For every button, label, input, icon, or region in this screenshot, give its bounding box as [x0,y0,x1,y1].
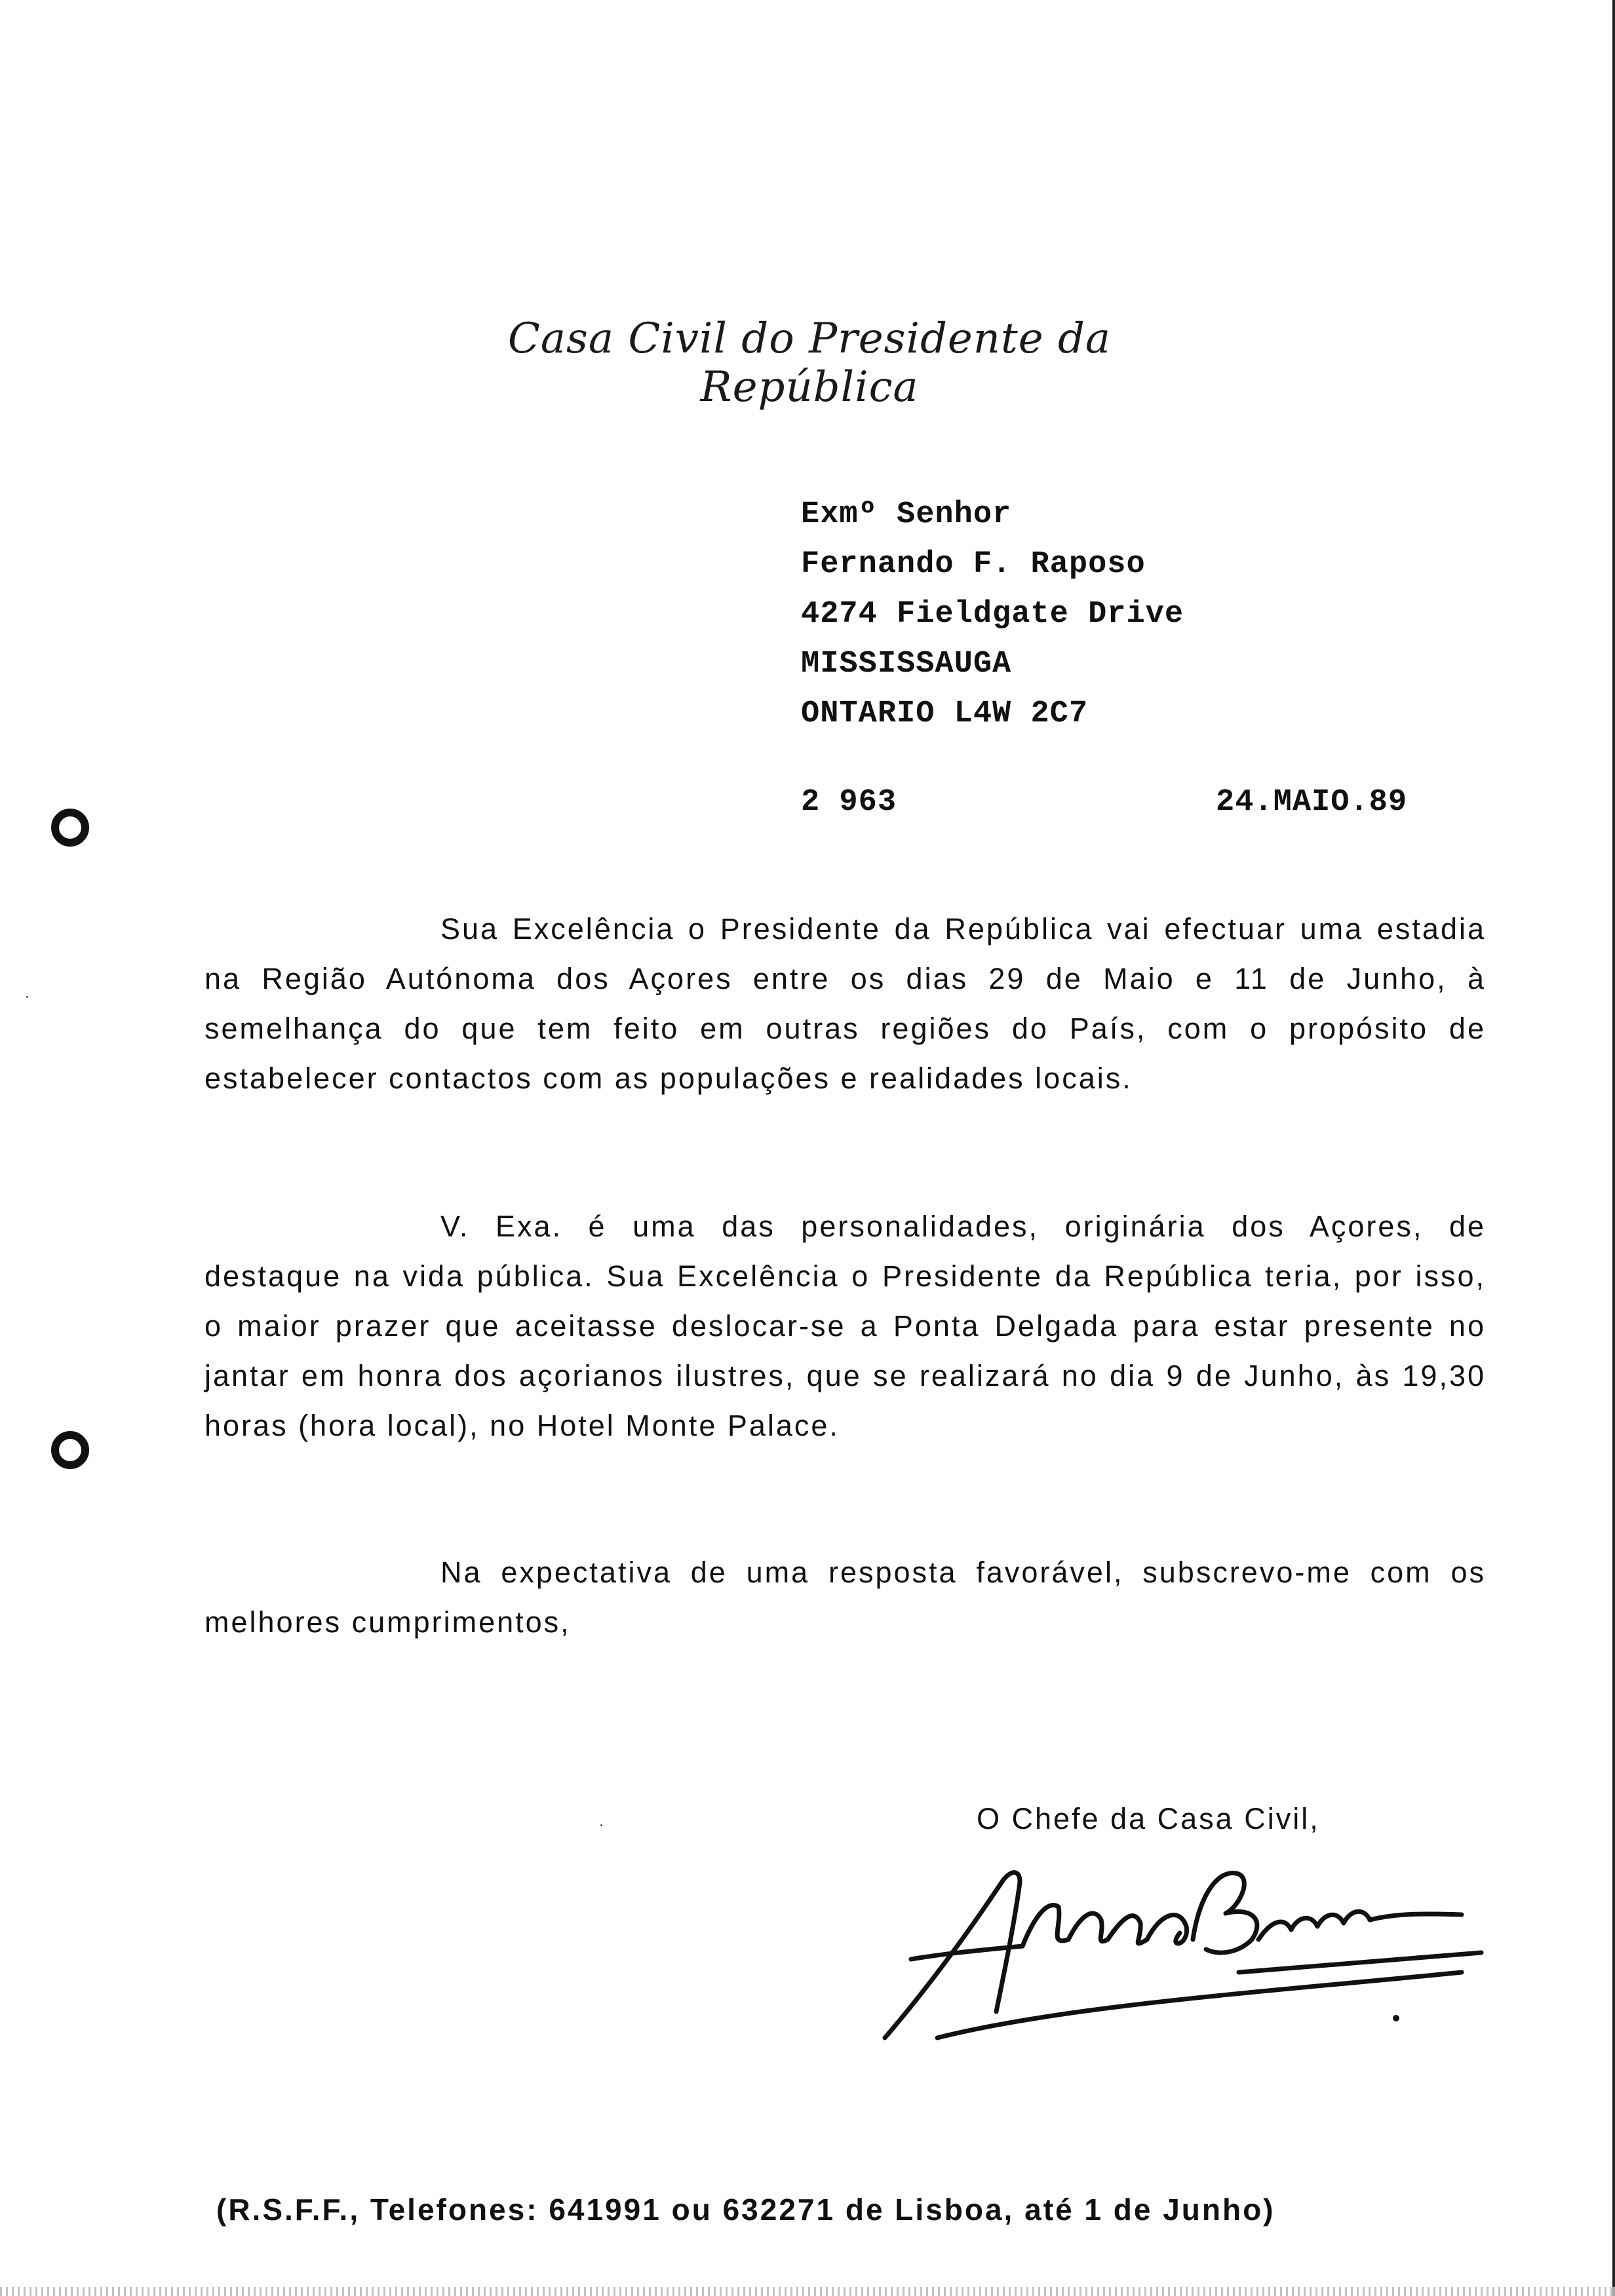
body-paragraph-2: V. Exa. é uma das personalidades, originária dos Açores, de destaque na vida pública. Sua Excelência o Presidente da República teria, por isso, o maior prazer que aceitasse deslocar-se a Ponta Delgada para estar presente no jantar em honra dos açorianos ilustres, que se realizará no dia 9 de Junho, às 19,30 horas (hora local), no Hotel Monte Palace. [204,1210,1486,1442]
letter-date: 24.MAIO.89 [1216,785,1408,820]
address-name: Fernando F. Raposo [801,547,1146,582]
reference-number: 2 963 [801,785,897,820]
handwritten-signature [872,1841,1501,2057]
scan-speck [26,996,28,998]
address-street: 4274 Fieldgate Drive [801,597,1184,632]
address-province-postal: ONTARIO L4W 2C7 [801,697,1089,731]
address-salutation: Exmº Senhor [801,497,1012,532]
recipient-address [801,490,1184,739]
punch-hole-mark [51,809,89,847]
address-city: MISSISSAUGA [801,647,1012,681]
scan-edge [0,2287,1615,2296]
closing-title: O Chefe da Casa Civil, [977,1802,1320,1835]
body-paragraph-1: Sua Excelência o Presidente da República vai efectuar uma estadia na Região Autónoma dos Açores entre os dias 29 de Maio e 11 de Junho, à semelhança do que tem feito em outras regiões do País, com o propósito de estabelecer contactos com as populações e realidades locais. [204,912,1486,1095]
footer-contact-note: (R.S.F.F., Telefones: 641991 ou 632271 de Lisboa, até 1 de Junho) [216,2192,1275,2227]
body-paragraph-3: Na expectativa de uma resposta favorável, subscrevo-me com os melhores cumprimentos, [204,1556,1486,1639]
scan-speck [600,1824,602,1826]
letterhead: Casa Civil do Presidente da República [507,315,1112,411]
punch-hole-mark [51,1431,89,1469]
scan-edge [1612,0,1615,2296]
